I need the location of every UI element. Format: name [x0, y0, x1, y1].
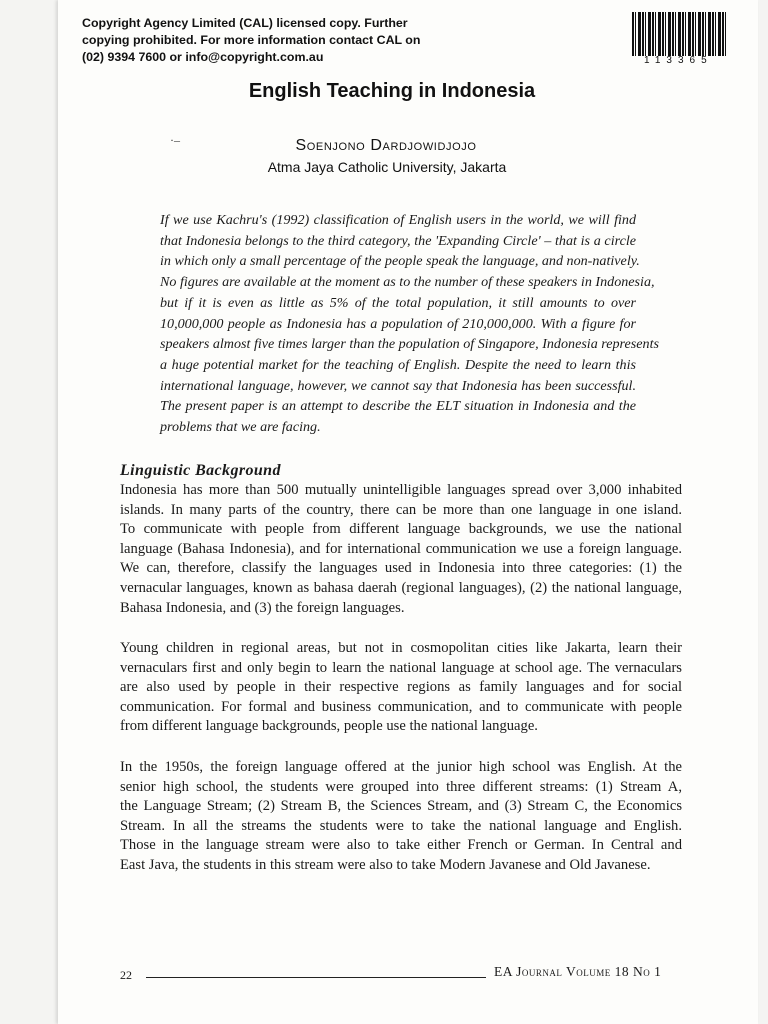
- copyright-line: copying prohibited. For more information contact CAL on: [82, 33, 421, 47]
- abstract-line: problems that we are facing.: [160, 419, 321, 436]
- abstract-line: in which only a small percentage of the people speak the language, and non-natively.: [160, 253, 640, 270]
- footer-rule: [146, 977, 486, 978]
- body-line: communication. For formal and business communication, and to communicate with people: [120, 698, 682, 715]
- abstract-line: No figures are available at the moment as to the number of these speakers in Indonesia,: [160, 274, 655, 291]
- body-line: senior high school, the students were grouped into three different streams: (1) Stream A,: [120, 778, 682, 795]
- body-line: Young children in regional areas, but not in cosmopolitan cities like Jakarta, learn their: [120, 640, 682, 656]
- abstract-line: a huge potential market for the teaching of English. Despite the need to learn this: [160, 356, 636, 373]
- body-line: language (Bahasa Indonesia), and for international communication we use a foreign language.: [120, 540, 682, 557]
- body-paragraph-2: [120, 639, 682, 737]
- abstract-line: 10,000,000 people as Indonesia has a population of 210,000,000. With a figure for: [160, 315, 636, 332]
- page-number: 22: [120, 968, 132, 982]
- body-line: We can, therefore, classify the languages used in Indonesia into three categories: (1) the: [120, 560, 682, 577]
- copyright-line: (02) 9394 7600 or info@copyright.com.au: [82, 50, 324, 64]
- body-line: vernacular languages, known as bahasa daerah (regional languages), (2) the national language,: [120, 579, 682, 596]
- body-line: In the 1950s, the foreign language offered at the junior high school was English. At the: [120, 759, 682, 775]
- journal-citation: EA Journal Volume 18 No 1: [494, 964, 662, 979]
- abstract-line: international language, however, we cannot say that Indonesia has been successful.: [160, 377, 636, 394]
- copyright-line: Copyright Agency Limited (CAL) licensed copy. Further: [82, 16, 408, 30]
- body-paragraph-1: [120, 481, 682, 618]
- body-line: East Java, the students in this stream were also to take Modern Javanese and Old Javanese.: [120, 856, 651, 873]
- body-line: Bahasa Indonesia, and (3) the foreign languages.: [120, 599, 405, 616]
- body-paragraph-3: [120, 758, 682, 876]
- body-line: vernaculars first and only begin to learn the national language at school age. The vernaculars: [120, 659, 682, 676]
- body-line: from different language backgrounds, people use the national language.: [120, 718, 538, 735]
- abstract-line: If we use Kachru's (1992) classification of English users in the world, we will find: [160, 212, 636, 228]
- body-line: Indonesia has more than 500 mutually unintelligible languages spread over 3,000 inhabited: [120, 482, 682, 498]
- section-heading: Linguistic Background: [120, 462, 281, 479]
- article-title: English Teaching in Indonesia: [248, 80, 536, 102]
- body-line: To communicate with people from different language backgrounds, we use the national: [120, 521, 682, 538]
- abstract: [160, 210, 659, 438]
- body-line: islands. In many parts of the country, there can be more than one language in one island.: [120, 501, 682, 518]
- article-author: Soenjono Dardjowidjojo: [295, 137, 477, 154]
- barcode-number: 113365: [644, 55, 713, 66]
- abstract-line: but if it is even as little as 5% of the total population, it still amounts to over: [160, 294, 636, 311]
- stray-mark: ·–: [170, 133, 180, 147]
- copyright-notice: [82, 15, 482, 66]
- body-line: Those in the language stream were also to take either French or German. In Central and: [120, 837, 682, 854]
- body-line: Stream. In all the streams the students were to take the national language and English.: [120, 817, 682, 834]
- article-affiliation: Atma Jaya Catholic University, Jakarta: [267, 159, 507, 175]
- abstract-line: speakers almost five times larger than the population of Singapore, Indonesia represents: [160, 336, 659, 353]
- body-line: the Language Stream; (2) Stream B, the Sciences Stream, and (3) Stream C, the Economics: [120, 798, 682, 815]
- abstract-line: that Indonesia belongs to the third category, the 'Expanding Circle' – that is a circle: [160, 232, 636, 249]
- abstract-line: The present paper is an attempt to describe the ELT situation in Indonesia and the: [160, 398, 636, 415]
- body-line: are also used by people in their respective regions as family languages and for social: [120, 679, 682, 696]
- barcode-image: [632, 12, 728, 56]
